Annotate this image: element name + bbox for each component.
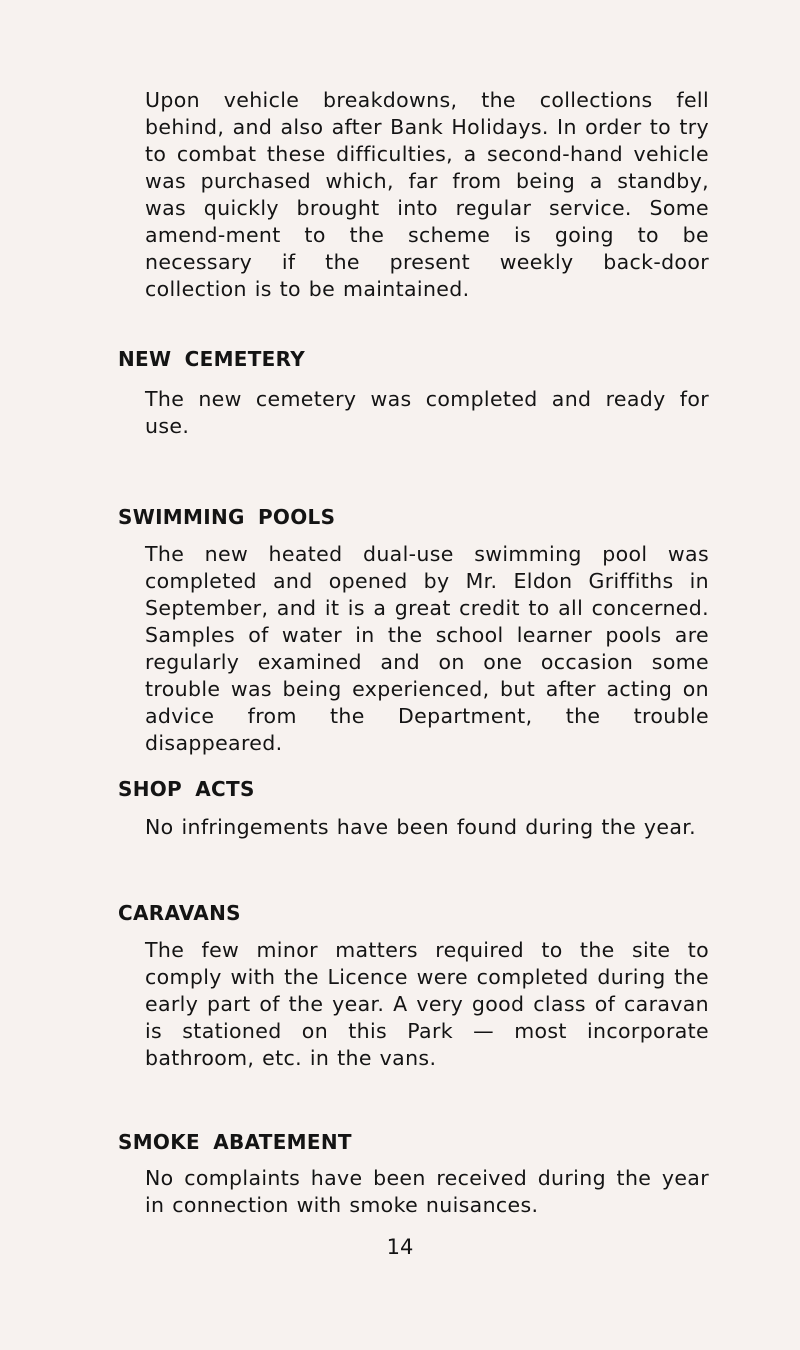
shop-acts-section [145,814,709,841]
shop-acts-heading: SHOP ACTS [118,777,255,801]
shop-acts-paragraph: No infringements have been found during the year. [145,815,697,839]
caravans-paragraph: The few minor matters required to the site to comply with the Licence were completed during the early part of the year. A very good class of caravan is stationed on this Park — most incorporate bathroom, etc. in the vans. [145,938,709,1070]
smoke-abatement-heading: SMOKE ABATEMENT [118,1130,352,1154]
intro-paragraph: Upon vehicle breakdowns, the collections fell behind, and also after Bank Holidays. In order to try to combat these difficulties, a second-hand vehicle was purchased which, far from being a standby, was quickly brought into regular service. Some amend-ment to the scheme is going to be necessary if the present weekly back-door collection is to be maintained. [145,88,709,301]
new-cemetery-section [145,386,709,440]
caravans-heading: CARAVANS [118,901,241,925]
swimming-pools-section [145,541,709,757]
smoke-abatement-section [145,1165,709,1219]
new-cemetery-paragraph: The new cemetery was completed and ready for use. [145,387,709,438]
caravans-section [145,937,709,1072]
smoke-abatement-paragraph: No complaints have been received during the year in connection with smoke nuisances. [145,1166,709,1217]
swimming-pools-heading: SWIMMING POOLS [118,505,336,529]
page-number: 14 [386,1235,414,1259]
intro-section [145,87,709,303]
new-cemetery-heading: NEW CEMETERY [118,347,306,371]
swimming-pools-paragraph: The new heated dual-use swimming pool was completed and opened by Mr. Eldon Griffiths in September, and it is a great credit to all concerned. Samples of water in the school learner pools are regularly examined and on one occasion some trouble was being experienced, but after acting on advice from the Department, the trouble disappeared. [145,542,709,755]
